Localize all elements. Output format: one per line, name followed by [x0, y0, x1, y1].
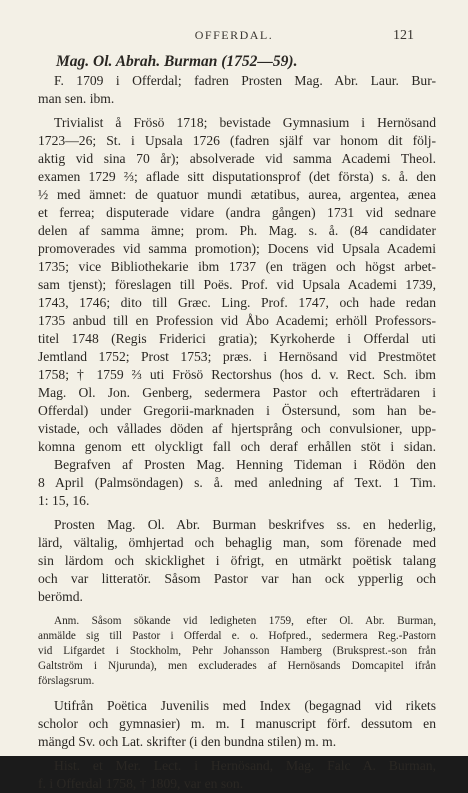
text-line: 1743, 1746; dito till Græc. Ling. Prof. 1747, och hade redan: [38, 295, 436, 310]
body-text: [38, 52, 436, 793]
page-header: [0, 28, 468, 46]
text-line: Hist. et Mer. Lect. i Hernösand, Mag. Falc A. Burman,: [54, 758, 436, 773]
note-line: anmälde sig till Pastor i Offerdal e. o. Hofpred., sedermera Reg.-Pastorn: [38, 630, 436, 642]
text-line: Trivialist å Frösö 1718; bevistade Gymnasium i Hernösand: [54, 115, 436, 130]
text-line: 8 April (Palmsöndagen) s. å. med anledning af Text. 1 Tim.: [38, 475, 436, 490]
text-line: 1735; vice Bibliothekarie ibm 1737 (en trägen och högst arbet-: [38, 259, 436, 274]
running-head: OFFERDAL.: [194, 28, 274, 42]
text-line: et ferrea; disputerade vidare (andra gången) 1731 vid sednare: [38, 205, 436, 220]
text-line: komna genom ett olyckligt fall och deraf erhållen stöt i sidan.: [38, 439, 436, 454]
text-line: lärd, vältalig, ömhjertad och behaglig man, som förenade med: [38, 535, 436, 550]
text-line: titel 1748 (Regis Friderici gratia); Kyrkoherde i Offerdal uti: [38, 331, 436, 346]
text-line: 1758; † 1759 ⅔ uti Frösö Rectorshus (hos d. v. Rect. Sch. ibm: [38, 367, 436, 382]
text-line: promoverades vid samma promotion); Docens vid Upsala Academi: [38, 241, 436, 256]
text-line: Prosten Mag. Ol. Abr. Burman beskrifves ss. en hederlig,: [54, 517, 436, 532]
text-line: Begrafven af Prosten Mag. Henning Tideman i Rödön den: [54, 457, 436, 472]
text-line: Utifrån Poëtica Juvenilis med Index (begagnad vid rikets: [54, 698, 436, 713]
text-line: delen af samma ämne; prom. Ph. Mag. s. å. (84 candidater: [38, 223, 436, 238]
text-line: Mag. Ol. Jon. Genberg, sedermera Pastor och efterträdaren i: [38, 385, 436, 400]
page-number: 121: [393, 28, 414, 43]
text-line: f. i Offerdal 1758, † 1809, var en son.: [38, 776, 244, 791]
text-line: scholor och gymnasier) m. m. I manuscript förf. dessutom en: [38, 716, 436, 731]
text-line: examen 1729 ⅔; aflade sitt disputationsprof (det första) s. å. den: [38, 169, 436, 184]
note-line: Anm. Såsom sökande vid ledigheten 1759, efter Ol. Abr. Burman,: [54, 615, 436, 627]
text-line: 1735 anbud till en Profession vid Åbo Academi; erhöll Professors-: [38, 313, 436, 328]
text-line: 1: 15, 16.: [38, 493, 90, 508]
text-line: man sen. ibm.: [38, 91, 115, 106]
note-line: vid Lifgardet i Stockholm, Pehr Johansson Hamberg (Bruksprest.-son från: [38, 645, 436, 657]
text-line: berömd.: [38, 589, 83, 604]
text-line: Offerdal) under Gregorii-marknaden i Östersund, som han be-: [38, 403, 436, 418]
text-line: och var litteratör. Såsom Pastor var han ock ypperlig och: [38, 571, 436, 586]
text-line: mängd Sv. och Lat. skrifter (i den bundna stilen) m. m.: [38, 734, 337, 749]
note-line: Galtström i Njurunda), men excluderades af Hernösands Domcapitel ifrån: [38, 660, 436, 672]
text-line: Jemtland 1752; Prost 1753; præs. i Hernösand vid Prestmötet: [38, 349, 436, 364]
entry-heading: Mag. Ol. Abrah. Burman (1752—59).: [56, 53, 298, 70]
text-line: sam tjenst); föreslagen till Poës. Prof. vid Upsala Academi 1739,: [38, 277, 436, 292]
note-line: förslagsrum.: [38, 675, 95, 687]
text-line: ½ med ämnet: de quatuor mundi ætatibus, aurea, argentea, ænea: [38, 187, 436, 202]
text-line: F. 1709 i Offerdal; fadren Prosten Mag. Abr. Laur. Bur-: [54, 73, 436, 88]
text-line: sin lärdom och skicklighet i öfrigt, en utmärkt poëtisk talang: [38, 553, 436, 568]
text-line: vistade, och vållades döden af hjertsprång och convulsioner, upp-: [38, 421, 436, 436]
text-line: 1723—26; St. i Upsala 1726 (fadren själf var honom dit följ-: [38, 133, 436, 148]
text-line: aktig vid sina 70 år); absolverade vid samma Academi Theol.: [38, 151, 436, 166]
